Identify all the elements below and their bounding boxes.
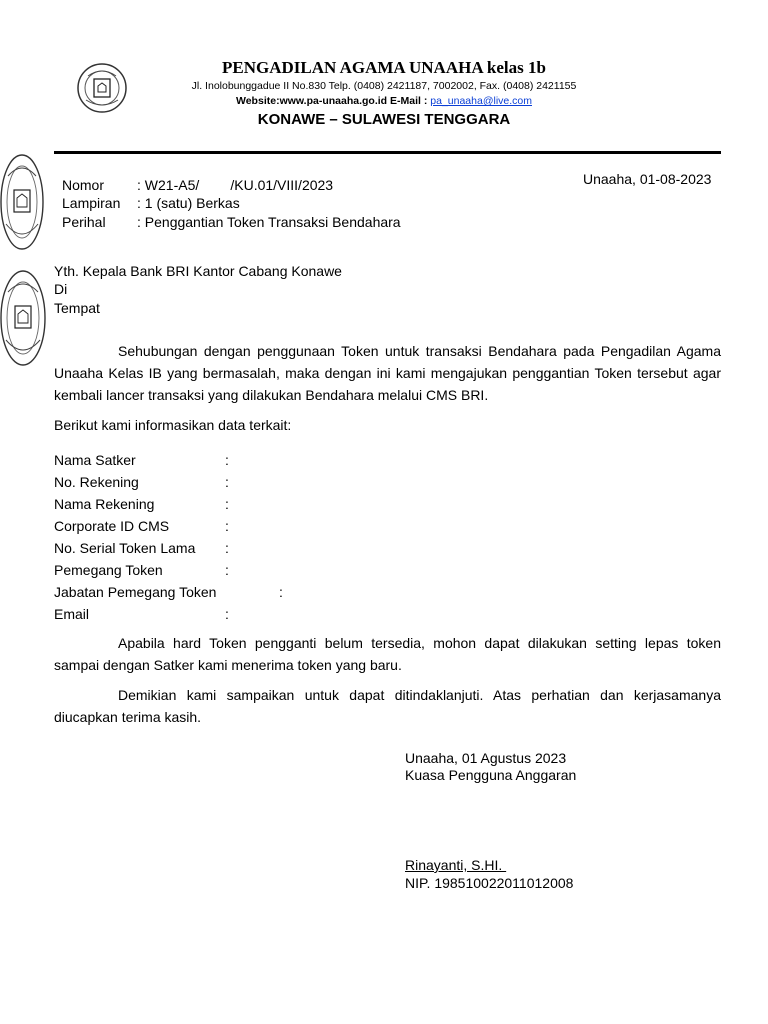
field-label: Nama Satker xyxy=(54,452,136,468)
data-field-row xyxy=(54,449,454,471)
meta-value-nomor: : W21-A5/ /KU.01/VIII/2023 xyxy=(137,177,334,193)
court-stamp-icon xyxy=(0,152,44,252)
field-colon: : xyxy=(225,518,229,534)
signature-date: Unaaha, 01 Agustus 2023 xyxy=(405,750,567,766)
body-paragraph xyxy=(54,684,721,728)
field-label: No. Rekening xyxy=(54,474,139,490)
meta-label-nomor: Nomor xyxy=(62,177,105,193)
signatory-nip: NIP. 198510022011012008 xyxy=(405,875,574,891)
field-colon: : xyxy=(225,452,229,468)
institution-region: KONAWE – SULAWESI TENGGARA xyxy=(257,111,511,128)
data-field-row xyxy=(54,603,454,625)
email-link[interactable]: pa_unaaha@live.com xyxy=(430,95,532,107)
field-label: Nama Rekening xyxy=(54,496,155,512)
body-paragraph xyxy=(54,632,721,676)
meta-label-perihal: Perihal xyxy=(62,214,106,230)
institution-name: PENGADILAN AGAMA UNAAHA kelas 1b xyxy=(222,58,546,77)
data-field-row xyxy=(54,493,454,515)
field-colon: : xyxy=(225,562,229,578)
field-label: Corporate ID CMS xyxy=(54,518,170,534)
meta-label-lampiran: Lampiran xyxy=(62,195,121,211)
data-field-row xyxy=(54,471,454,493)
recipient-line: Tempat xyxy=(54,300,100,316)
paragraph-line: sampai dengan Satker kami menerima token yang baru. xyxy=(54,657,402,673)
data-field-row xyxy=(54,559,454,581)
paragraph-line: kembali lancer transaksi yang dilakukan Bendahara melalui CMS BRI. xyxy=(54,387,489,403)
paragraph-line: diucapkan terima kasih. xyxy=(54,709,202,725)
signatory-name: Rinayanti, S.HI. xyxy=(405,857,507,873)
body-paragraph xyxy=(54,340,721,406)
signature-position: Kuasa Pengguna Anggaran xyxy=(405,767,577,783)
court-stamp-icon xyxy=(0,268,46,368)
recipient-line: Yth. Kepala Bank BRI Kantor Cabang Konawe xyxy=(54,263,342,279)
field-colon: : xyxy=(225,496,229,512)
institution-contact xyxy=(0,95,768,107)
paragraph-line: Sehubungan dengan penggunaan Token untuk transaksi Bendahara pada Pengadilan Agama xyxy=(118,343,721,359)
field-label: No. Serial Token Lama xyxy=(54,540,196,556)
paragraph-line: Unaaha Kelas IB yang bermasalah, maka dengan ini kami mengajukan penggantian Token tersebut agar xyxy=(54,365,721,381)
meta-value-lampiran: : 1 (satu) Berkas xyxy=(137,195,240,211)
field-label: Jabatan Pemegang Token xyxy=(54,584,217,600)
meta-value-perihal: : Penggantian Token Transaksi Bendahara xyxy=(137,214,401,230)
letterhead-divider xyxy=(54,151,721,154)
institution-address: Jl. Inolobunggadue II No.830 Telp. (0408) 2421187, 7002002, Fax. (0408) 2421155 xyxy=(191,80,577,92)
field-colon: : xyxy=(225,540,229,556)
field-colon: : xyxy=(225,606,229,622)
website-text: Website:www.pa-unaaha.go.id E-Mail : xyxy=(236,95,431,107)
paragraph-line: Demikian kami sampaikan untuk dapat ditindaklanjuti. Atas perhatian dan kerjasamanya xyxy=(118,687,721,703)
data-field-row xyxy=(54,515,454,537)
data-field-row xyxy=(54,537,454,559)
recipient-line: Di xyxy=(54,281,68,297)
field-colon: : xyxy=(225,474,229,490)
letter-date: Unaaha, 01-08-2023 xyxy=(583,171,712,187)
field-label: Email xyxy=(54,606,90,622)
field-label: Pemegang Token xyxy=(54,562,163,578)
field-colon: : xyxy=(279,584,283,600)
data-field-row xyxy=(54,581,454,603)
body-paragraph: Berikut kami informasikan data terkait: xyxy=(54,417,292,433)
paragraph-line: Apabila hard Token pengganti belum tersedia, mohon dapat dilakukan setting lepas token xyxy=(118,635,721,651)
